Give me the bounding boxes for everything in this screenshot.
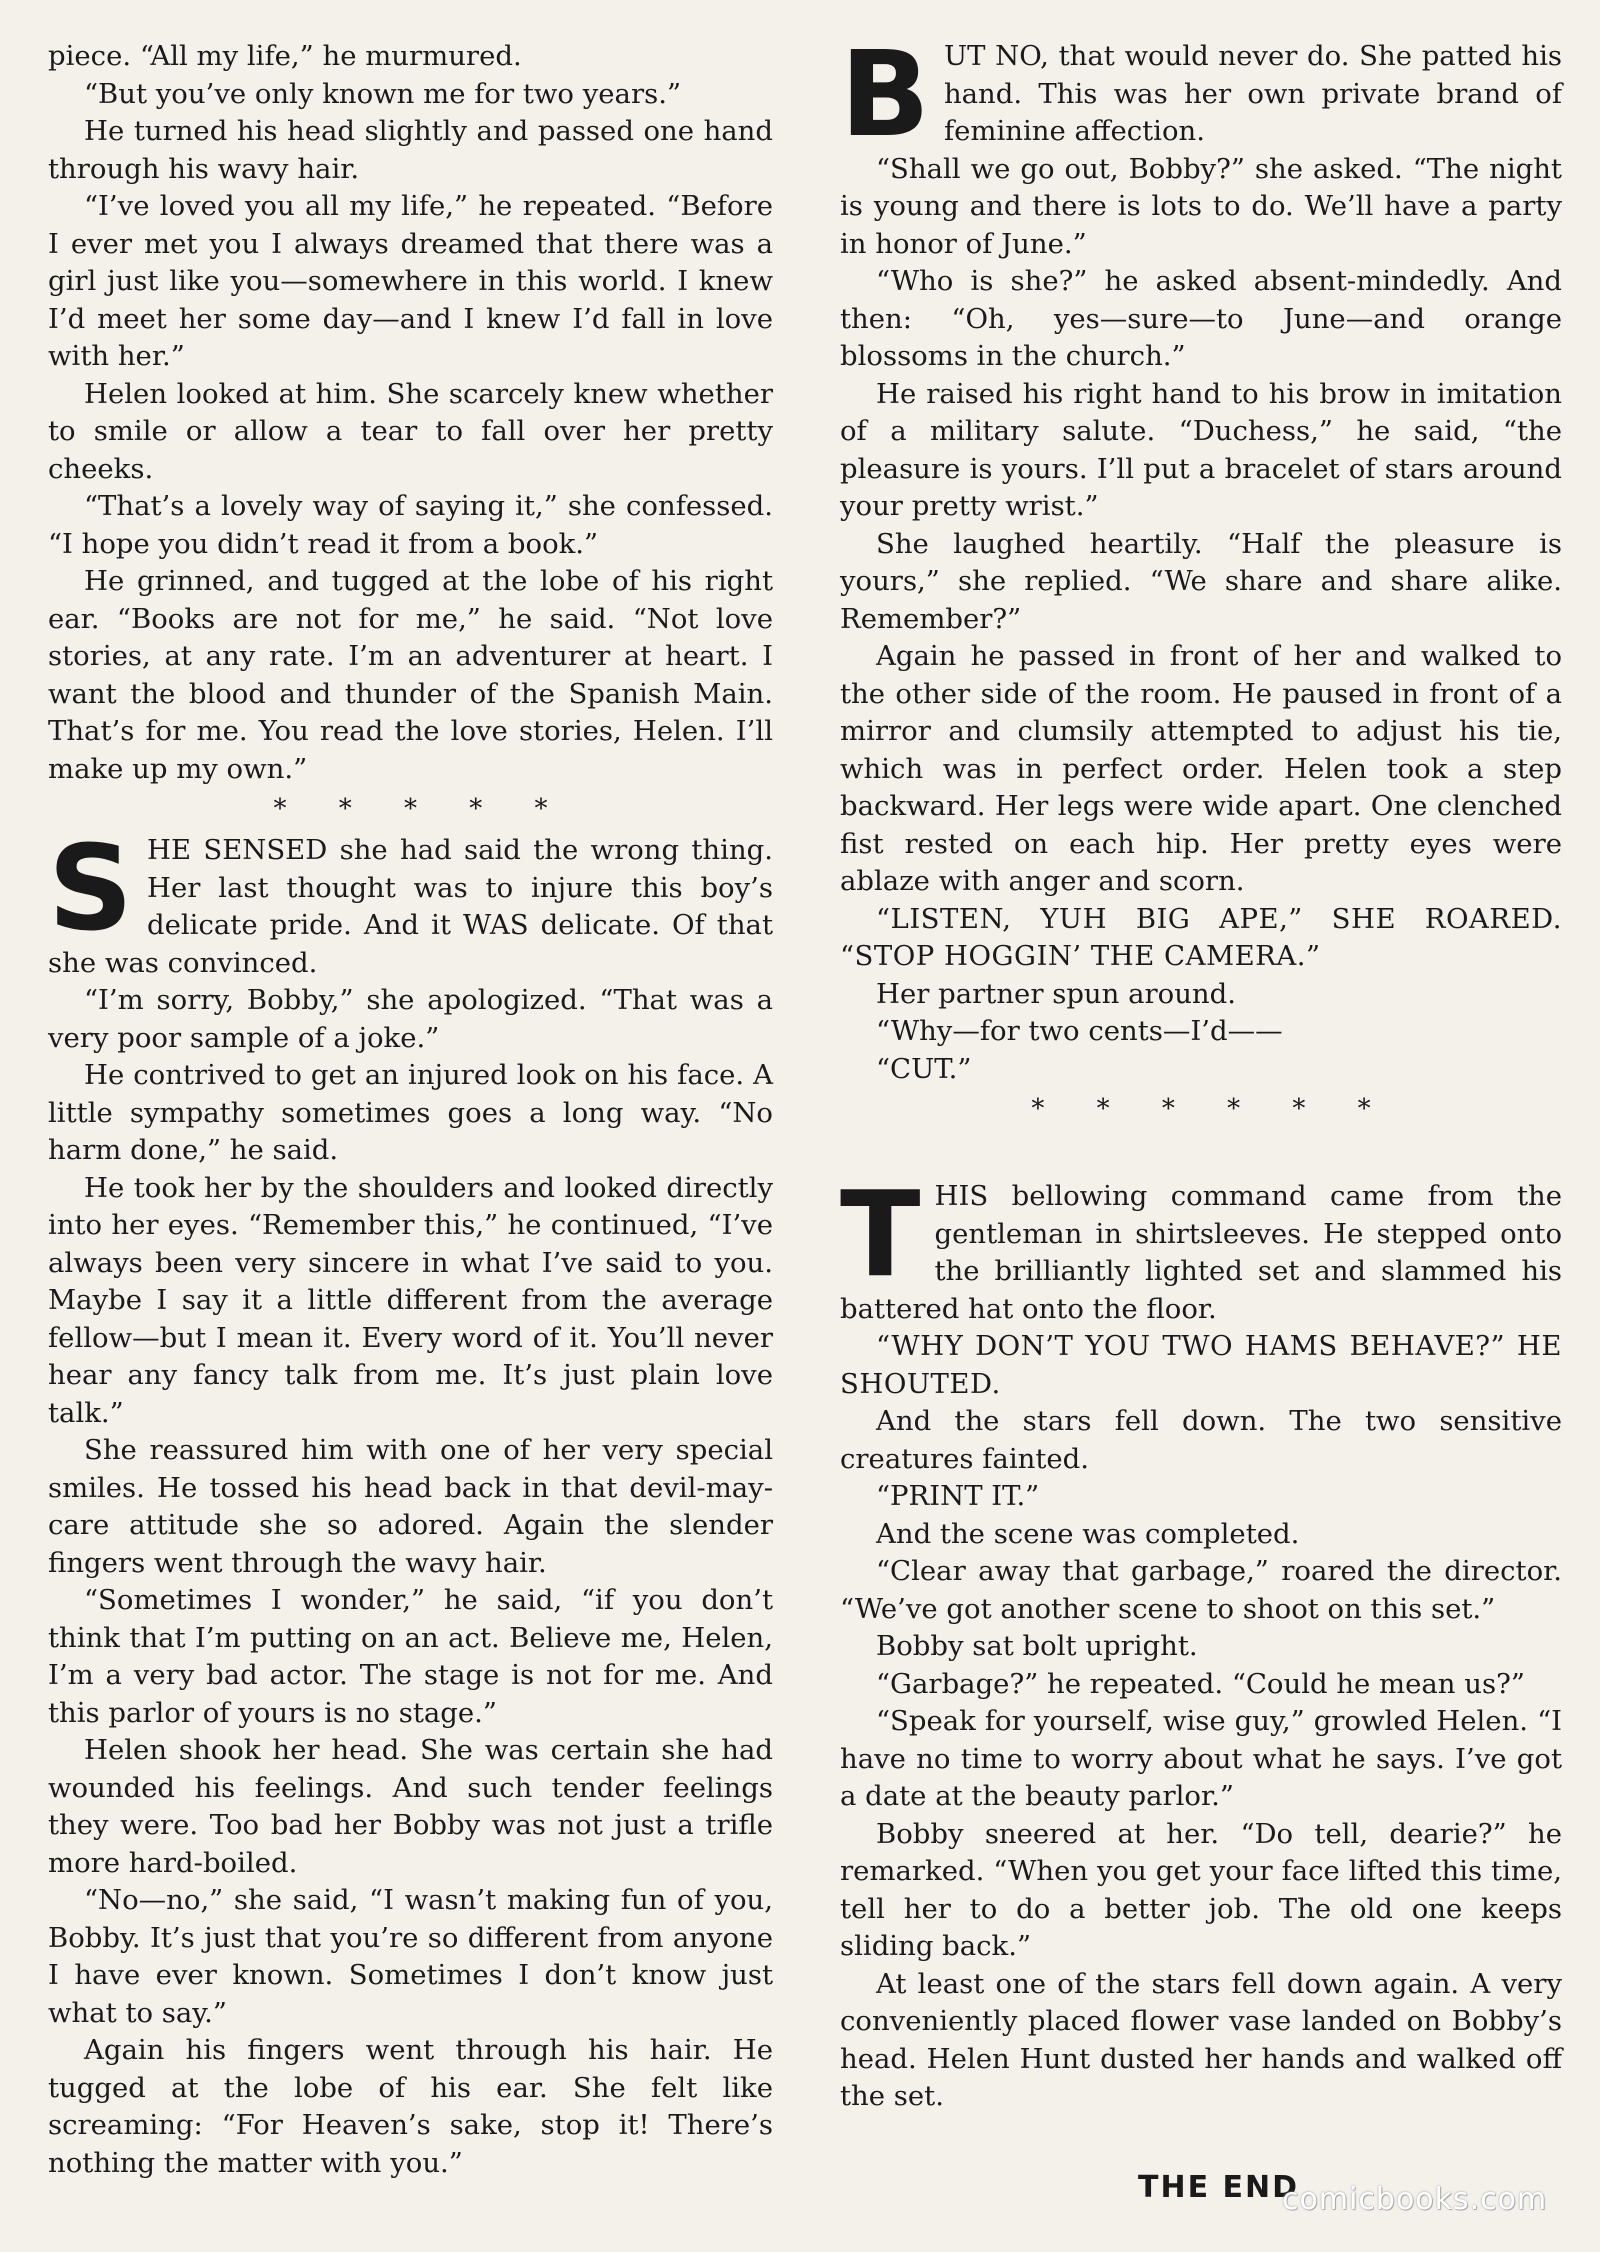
paragraph: “Why—for two cents—I’d—— [876, 1015, 1283, 1047]
paragraph: “Speak for yourself, wise guy,” growled Helen. “I have no time to worry about what he says. I’ve got a date at the beauty parlor.” [840, 1705, 1562, 1812]
paragraph: She laughed heartily. “Half the pleasure is yours,” she replied. “We share and share alike. Remember?” [840, 527, 1562, 635]
paragraph: “PRINT IT.” [876, 1480, 1040, 1512]
drop-cap-letter: T [840, 1165, 921, 1303]
paragraph: He took her by the shoulders and looked directly into her eyes. “Remember this,” he continued, “I’ve always been very sincere in what I’ve said to you. Maybe I say it a little different from the average fellow—but I mean it. Every word of it. You’ll never hear any fancy talk from me. It’s just plain love talk.” [48, 1171, 773, 1429]
paragraph: “LISTEN, YUH BIG APE,” SHE ROARED. “STOP HOGGIN’ THE CAMERA.” [840, 902, 1562, 972]
paragraph: UT NO, that would never do. She patted his hand. This was her own private brand of feminine affection. [943, 40, 1562, 147]
paragraph: Helen looked at him. She scarcely knew whether to smile or allow a tear to fall over her pretty cheeks. [48, 377, 773, 485]
paragraph: “WHY DON’T YOU TWO HAMS BEHAVE?” HE SHOUTED. [840, 1330, 1562, 1400]
paragraph: Helen shook her head. She was certain she had wounded his feelings. And such tender feelings they were. Too bad her Bobby was not just a trifle more hard-boiled. [48, 1734, 773, 1879]
paragraph: “Garbage?” he repeated. “Could he mean us?” [876, 1667, 1525, 1700]
paragraph: He turned his head slightly and passed one hand through his wavy hair. [48, 115, 773, 185]
paragraph: “I’m sorry, Bobby,” she apologized. “That was a very poor sample of a joke.” [48, 984, 773, 1054]
dropcap-paragraph [840, 1165, 1562, 1328]
paragraph: And the stars fell down. The two sensitive creatures fainted. [840, 1405, 1562, 1475]
paragraph: He raised his right hand to his brow in imitation of a military salute. “Duchess,” he said, “the pleasure is yours. I’ll put a bracelet of stars around your pretty wrist.” [840, 377, 1562, 522]
paragraph: Again he passed in front of her and walked to the other side of the room. He paused in front of a mirror and clumsily attempted to adjust his tie, which was in perfect order. Helen took a step backward. Her legs were wide apart. One clenched fist rested on each hip. Her pretty eyes were ablaze with anger and scorn. [840, 640, 1562, 897]
section-break: * * * * * [273, 794, 548, 824]
paragraph: Bobby sat bolt upright. [876, 1630, 1198, 1662]
paragraph: “I’ve loved you all my life,” he repeated. “Before I ever met you I always dreamed that there was a girl just like you—somewhere in this world. I knew I’d meet her some day—and I knew I’d fall in love with her.” [48, 190, 773, 372]
paragraph: “But you’ve only known me for two years.” [84, 77, 681, 110]
paragraph: She reassured him with one of her very special smiles. He tossed his head back in that devil-may-care attitude she so adored. Again the slender fingers went through the wavy hair. [48, 1434, 773, 1579]
section-break: * * * * * * [1031, 1094, 1371, 1124]
paragraph: Again his fingers went through his hair. He tugged at the lobe of his ear. She felt like screaming: “For Heaven’s sake, stop it! There’s nothing the matter with you.” [48, 2034, 773, 2179]
the-end-label: THE END [1138, 2170, 1300, 2205]
paragraph: piece. “All my life,” he murmured. [48, 40, 522, 72]
drop-cap-letter: B [840, 25, 930, 163]
paragraph: He contrived to get an injured look on his face. A little sympathy sometimes goes a long way. “No harm done,” he said. [48, 1059, 773, 1166]
spacer [840, 1132, 1562, 1178]
paragraph: “Shall we go out, Bobby?” she asked. “The night is young and there is lots to do. We’ll have a party in honor of June.” [840, 152, 1562, 260]
paragraph: “Clear away that garbage,” roared the director. “We’ve got another scene to shoot on this set.” [840, 1555, 1562, 1625]
paragraph: “CUT.” [876, 1052, 972, 1085]
paragraph: “That’s a lovely way of saying it,” she confessed. “I hope you didn’t read it from a book.” [48, 490, 773, 560]
watermark: comicbooks.com [1282, 2182, 1548, 2217]
paragraph: “Who is she?” he asked absent-mindedly. And then: “Oh, yes—sure—to June—and orange blossoms in the church.” [840, 265, 1562, 372]
paragraph: “No—no,” she said, “I wasn’t making fun of you, Bobby. It’s just that you’re so different from anyone I have ever known. Sometimes I don’t know just what to say.” [48, 1884, 773, 2029]
paragraph: Bobby sneered at her. “Do tell, dearie?” he remarked. “When you get your face lifted this time, tell her to do a better job. The old one keeps sliding back.” [840, 1817, 1562, 1962]
paragraph: And the scene was completed. [876, 1517, 1300, 1550]
paragraph: He grinned, and tugged at the lobe of his right ear. “Books are not for me,” he said. “Not love stories, at any rate. I’m an adventurer at heart. I want the blood and thunder of the Spanish Main. That’s for me. You read the love stories, Helen. I’ll make up my own.” [48, 565, 773, 785]
paragraph: HIS bellowing command came from the gentleman in shirtsleeves. He stepped onto the brilliantly lighted set and slammed his battered hat onto the floor. [840, 1180, 1562, 1325]
left-column [48, 38, 773, 2182]
paragraph: “Sometimes I wonder,” he said, “if you don’t think that I’m putting on an act. Believe me, Helen, I’m a very bad actor. The stage is not for me. And this parlor of yours is no stage.” [48, 1584, 773, 1729]
dropcap-paragraph [840, 25, 1562, 163]
paragraph: At least one of the stars fell down again. A very conveniently placed flower vase landed on Bobby’s head. Helen Hunt dusted her hands and walked off the set. [840, 1967, 1562, 2112]
drop-cap-letter: S [48, 819, 133, 957]
paragraph: Her partner spun around. [876, 977, 1236, 1010]
dropcap-paragraph [48, 819, 773, 982]
right-column [840, 25, 1562, 2116]
paragraph: HE SENSED she had said the wrong thing. Her last thought was to injure this boy’s delicate pride. And it WAS delicate. Of that she was convinced. [48, 834, 773, 979]
